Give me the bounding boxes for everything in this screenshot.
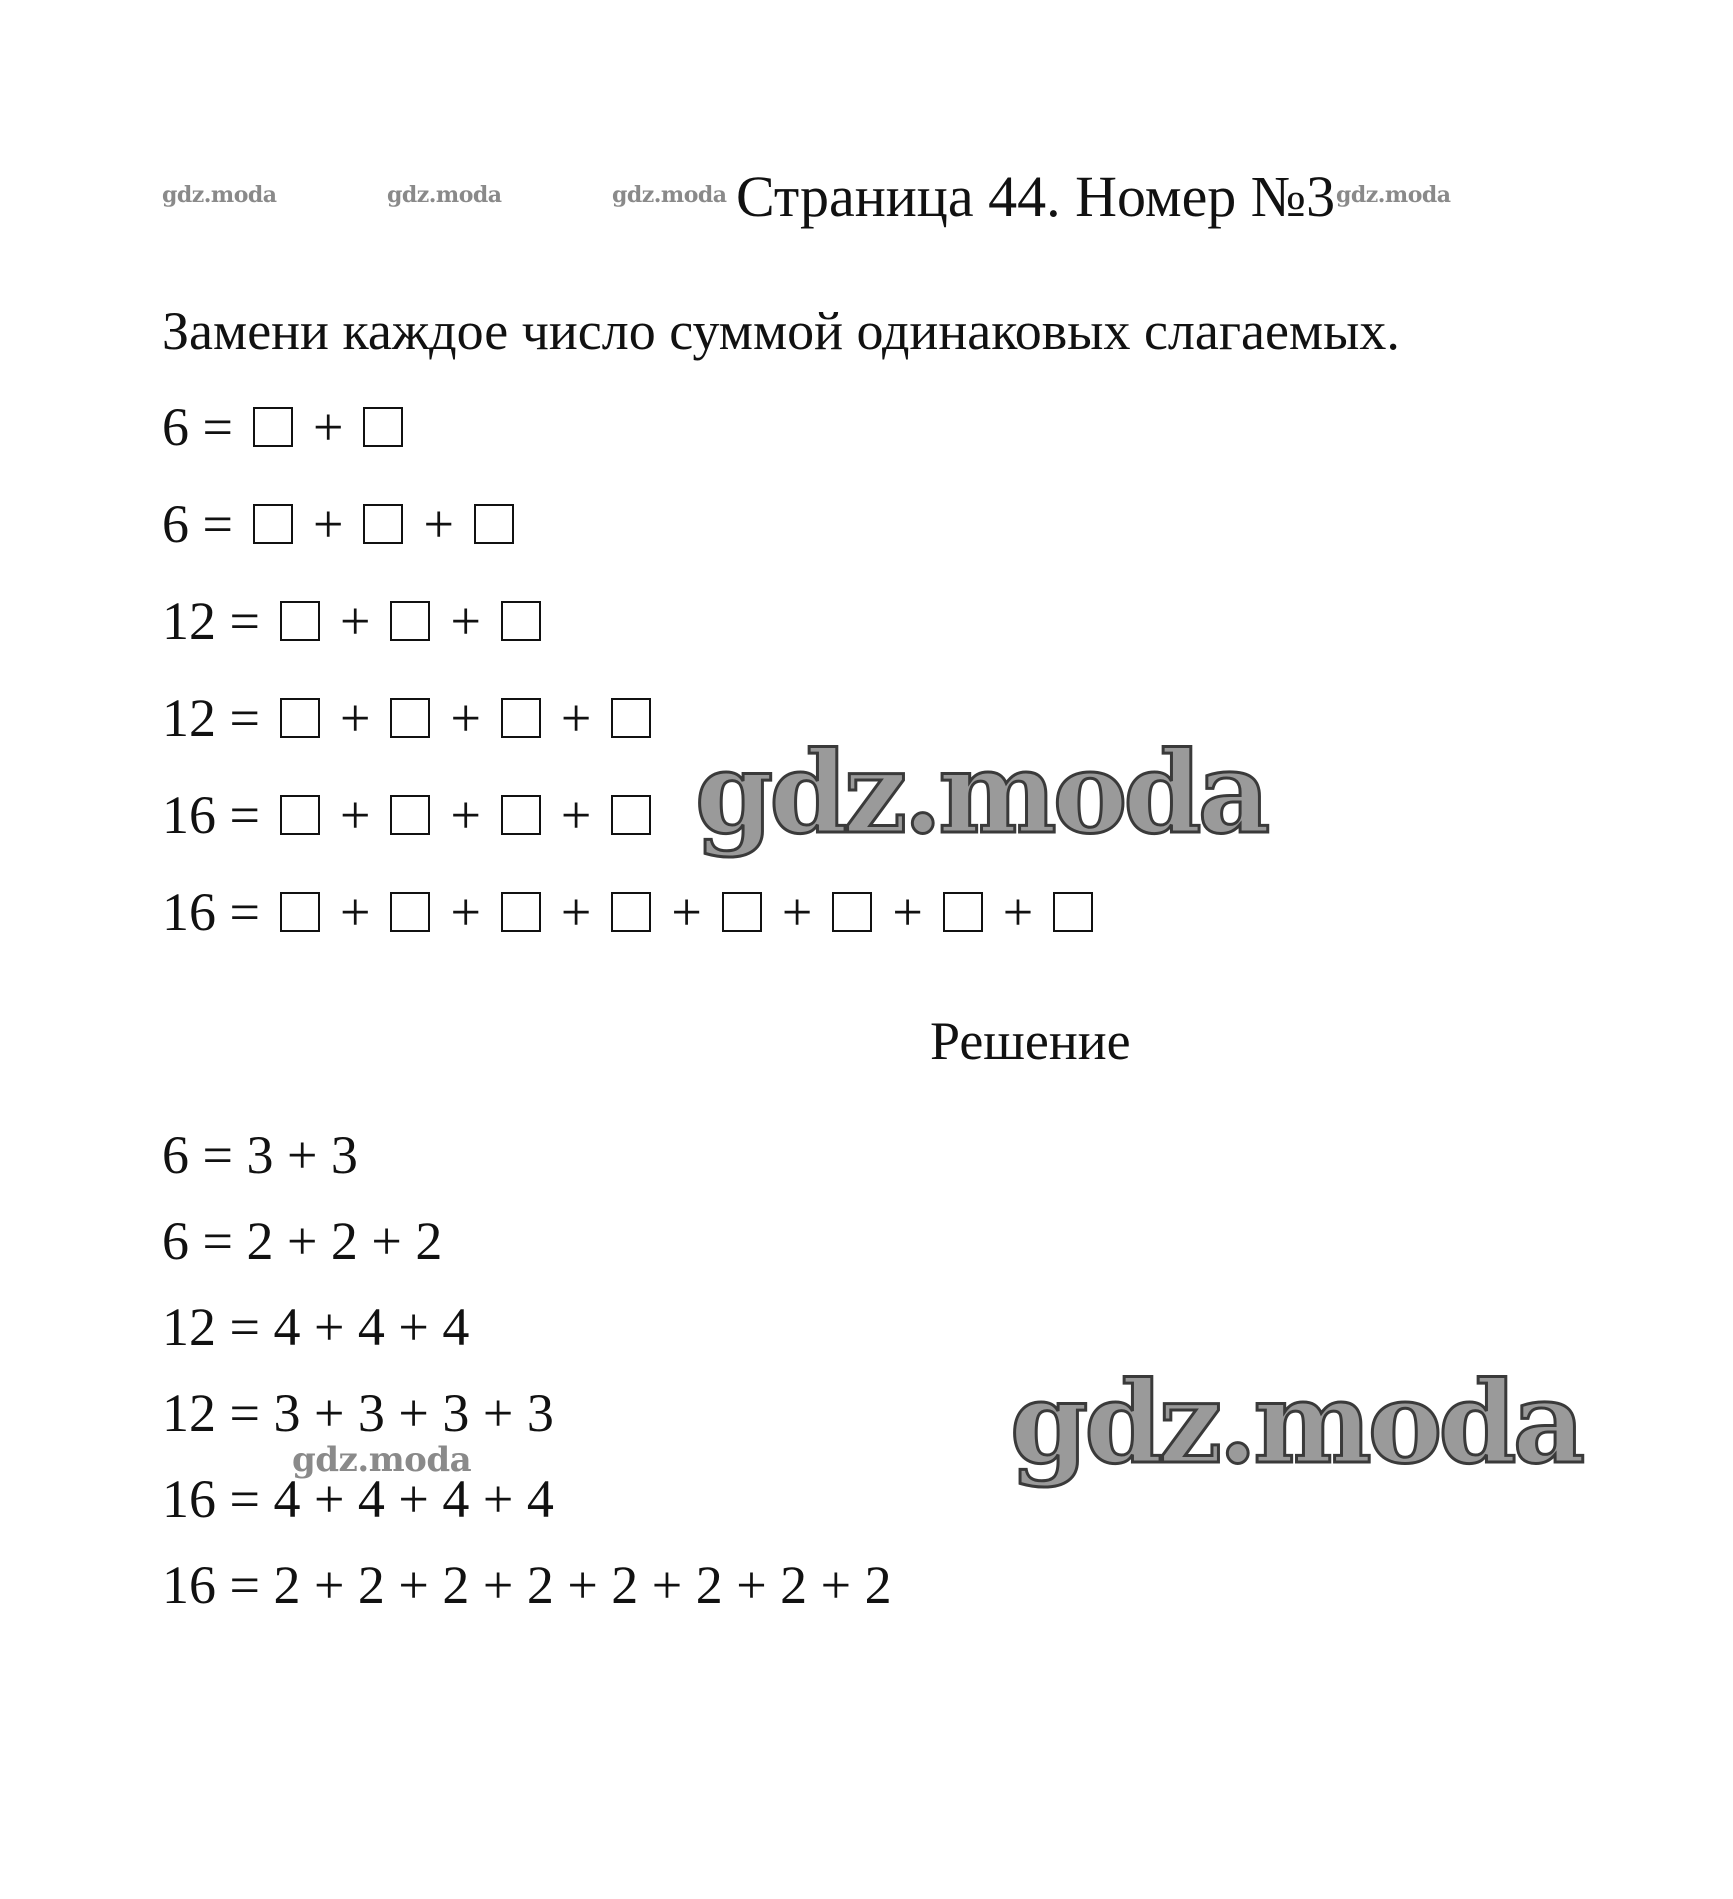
answer-box	[363, 407, 403, 447]
answer-box	[253, 504, 293, 544]
task-equation	[162, 882, 1093, 942]
answer-box	[390, 698, 430, 738]
plus-sign: +	[312, 397, 344, 457]
plus-sign: +	[450, 882, 481, 942]
answer-box	[280, 795, 320, 835]
answer-box	[611, 698, 651, 738]
answer-box	[722, 892, 762, 932]
plus-sign: +	[339, 688, 371, 748]
answer-box	[280, 601, 320, 641]
task-equation	[162, 397, 403, 457]
watermark-large-2: gdz.moda	[1010, 1358, 1582, 1489]
plus-sign: +	[560, 785, 592, 845]
answer-box	[501, 698, 541, 738]
equation-lhs: 6 =	[162, 494, 233, 554]
task-text: Замени каждое число суммой одинаковых слагаемых.	[162, 301, 1400, 361]
task-equation	[162, 785, 651, 845]
equation-lhs: 12 =	[162, 688, 260, 748]
answer-box	[280, 698, 320, 738]
plus-sign: +	[781, 882, 813, 942]
equation-lhs: 16 =	[162, 882, 260, 942]
plus-sign: +	[671, 882, 702, 942]
plus-sign: +	[450, 591, 481, 651]
answer-box	[501, 795, 541, 835]
answer-box	[832, 892, 872, 932]
task-equation	[162, 494, 514, 554]
answer-box	[280, 892, 320, 932]
watermark-header-1: gdz.moda	[162, 182, 277, 208]
solution-title: Решение	[930, 1011, 1131, 1071]
solution-line: 12 = 3 + 3 + 3 + 3	[162, 1383, 554, 1443]
solution-line: 6 = 3 + 3	[162, 1125, 358, 1185]
answer-box	[611, 795, 651, 835]
task-equation	[162, 688, 651, 748]
answer-box	[611, 892, 651, 932]
answer-box	[474, 504, 514, 544]
equation-lhs: 12 =	[162, 591, 260, 651]
answer-box	[501, 601, 541, 641]
plus-sign: +	[339, 882, 371, 942]
plus-sign: +	[450, 785, 481, 845]
plus-sign: +	[423, 494, 454, 554]
plus-sign: +	[312, 494, 344, 554]
plus-sign: +	[339, 785, 371, 845]
task-equation	[162, 591, 541, 651]
solution-line: 16 = 2 + 2 + 2 + 2 + 2 + 2 + 2 + 2	[162, 1555, 892, 1615]
answer-box	[390, 892, 430, 932]
watermark-header-3: gdz.moda	[612, 182, 727, 208]
plus-sign: +	[560, 688, 592, 748]
plus-sign: +	[1002, 882, 1034, 942]
solution-line: 12 = 4 + 4 + 4	[162, 1297, 470, 1357]
watermark-header-4: gdz.moda	[1336, 182, 1451, 208]
plus-sign: +	[450, 688, 481, 748]
answer-box	[390, 601, 430, 641]
answer-box	[363, 504, 403, 544]
solution-line: 6 = 2 + 2 + 2	[162, 1211, 443, 1271]
plus-sign: +	[339, 591, 371, 651]
answer-box	[253, 407, 293, 447]
watermark-large-1: gdz.moda	[695, 728, 1267, 859]
answer-box	[1053, 892, 1093, 932]
solution-line: 16 = 4 + 4 + 4 + 4	[162, 1469, 554, 1529]
answer-box	[501, 892, 541, 932]
plus-sign: +	[892, 882, 923, 942]
answer-box	[390, 795, 430, 835]
watermark-small-mid: gdz.moda	[292, 1440, 472, 1480]
plus-sign: +	[560, 882, 592, 942]
page-title: Страница 44. Номер №3	[736, 164, 1336, 229]
watermark-header-2: gdz.moda	[387, 182, 502, 208]
equation-lhs: 6 =	[162, 397, 233, 457]
equation-lhs: 16 =	[162, 785, 260, 845]
answer-box	[943, 892, 983, 932]
